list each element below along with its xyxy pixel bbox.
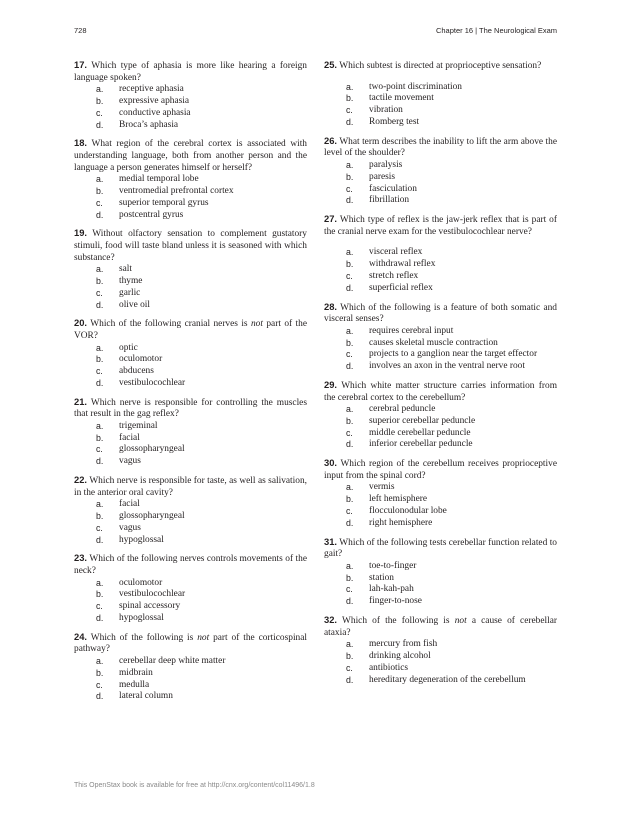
option: d. hereditary degeneration of the cerebellum <box>346 674 526 685</box>
question-20: 20. Which of the following cranial nerves is not part of the VOR? a. optic b. oculomotor c. abducens d. vestibulocochlear <box>74 317 307 388</box>
option: c. stretch reflex <box>346 270 419 281</box>
option: a. two-point discrimination <box>346 81 462 92</box>
option: a. mercury from fish <box>346 639 438 650</box>
option: c. antibiotics <box>346 662 409 673</box>
option: d. vagus <box>96 456 141 467</box>
option: d. involves an axon in the ventral nerve root <box>346 361 525 372</box>
option: b. paresis <box>346 171 396 182</box>
option: b. withdrawal reflex <box>346 259 436 270</box>
option: b. drinking alcohol <box>346 651 431 662</box>
option: a. receptive aphasia <box>96 84 184 95</box>
option: d. lateral column <box>96 691 173 702</box>
option: c. spinal accessory <box>96 601 181 612</box>
option: c. glossopharyngeal <box>96 444 185 455</box>
option: d. finger-to-nose <box>346 596 422 607</box>
option: a. trigeminal <box>96 420 158 431</box>
footer-note: This OpenStax book is available for free at http://cnx.org/content/col11496/1.8 <box>74 782 315 789</box>
option: b. oculomotor <box>96 354 163 365</box>
option: d. inferior cerebellar peduncle <box>346 439 473 450</box>
option: c. vibration <box>346 105 403 116</box>
option: b. station <box>346 572 394 583</box>
option: b. thyme <box>96 275 143 286</box>
option: b. expressive aphasia <box>96 95 190 106</box>
option: b. left hemisphere <box>346 494 428 505</box>
question-30: 30. Which region of the cerebellum receives proprioceptive input from the spinal cord? a. vermis b. left hemisphere c. flocculonodular lobe d. right hemisphere <box>324 457 557 528</box>
question-29: 29. Which white matter structure carries information from the cerebral cortex to the cerebellum? a. cerebral peduncle b. superior cerebellar peduncle c. middle cerebellar peduncle d. inferior cerebellar peduncle <box>324 378 557 450</box>
option: b. causes skeletal muscle contraction <box>346 337 498 348</box>
option: c. vagus <box>96 522 141 533</box>
option: a. requires cerebral input <box>346 325 454 336</box>
option: c. superior temporal gyrus <box>96 197 209 208</box>
option: c. lah-kah-pah <box>346 584 414 595</box>
question-19: 19. Without olfactory sensation to complement gustatory stimuli, food will taste bland unless it is seasoned with which substance? a. salt b. thyme c. garlic d. olive oil <box>74 227 307 310</box>
question-24: 24. Which of the following is not part of the corticospinal pathway? a. cerebellar deep white matter b. midbrain c. medulla d. lateral column <box>74 630 308 702</box>
page-number: 728 <box>74 26 87 35</box>
option: b. glossopharyngeal <box>96 511 185 522</box>
question-17: 17. Which type of aphasia is more like hearing a foreign language spoken? a. receptive aphasia b. expressive aphasia c. conductive aphasia d. Broca’s aphasia <box>74 59 307 130</box>
option: c. abducens <box>96 366 154 377</box>
question-23: 23. Which of the following nerves controls movements of the neck? a. oculomotor b. vestibulocochlear c. spinal accessory d. hypoglossal <box>74 552 307 624</box>
question-18: 18. What region of the cerebral cortex is associated with understanding language, both from another person and the language a person generates himself or herself? a. medial temporal lobe b. ventromedial prefrontal cortex c. superior temporal gyrus d. postcentral gyrus <box>74 137 307 220</box>
option: c. medulla <box>96 679 150 690</box>
option: b. facial <box>96 432 140 443</box>
option: c. conductive aphasia <box>96 107 191 118</box>
question-26: 26. What term describes the inability to lift the arm above the level of the shoulder? a. paralysis b. paresis c. fasciculation d. fibrillation <box>324 134 557 206</box>
option: d. hypoglossal <box>96 613 164 624</box>
option: a. facial <box>96 499 140 510</box>
option: a. salt <box>96 264 133 275</box>
question-28: 28. Which of the following is a feature of both somatic and visceral senses? a. requires cerebral input b. causes skeletal muscle contraction c. projects to a ganglion near the target effector d. involves an axon in the ventral nerve root <box>324 300 557 372</box>
chapter-title: Chapter 16 | The Neurological Exam <box>435 26 557 35</box>
option: a. optic <box>96 342 138 353</box>
option: d. postcentral gyrus <box>96 209 184 220</box>
question-31: 31. Which of the following tests cerebellar function related to gait? a. toe-to-finger b. station c. lah-kah-pah d. finger-to-nose <box>324 535 557 607</box>
option: d. Romberg test <box>346 116 420 127</box>
option: a. medial temporal lobe <box>96 174 199 185</box>
option: d. olive oil <box>96 299 150 310</box>
option: b. ventromedial prefrontal cortex <box>96 185 234 196</box>
option: d. superficial reflex <box>346 282 433 293</box>
option: c. projects to a ganglion near the target effector <box>346 349 538 360</box>
option: d. hypoglossal <box>96 534 164 545</box>
option: a. oculomotor <box>96 577 163 588</box>
question-25: 25. Which subtest is directed at proprioceptive sensation? a. two-point discrimination b. tactile movement c. vibration d. Romberg test <box>324 59 557 129</box>
option: b. midbrain <box>96 667 153 678</box>
option: c. garlic <box>96 287 141 298</box>
question-21: 21. Which nerve is responsible for controlling the muscles that result in the gag reflex? a. trigeminal b. facial c. glossopharyngeal d. vagus <box>74 395 307 467</box>
option: b. tactile movement <box>346 93 434 104</box>
option: a. paralysis <box>346 159 403 170</box>
left-column <box>74 59 307 709</box>
option: a. cerebellar deep white matter <box>96 656 226 666</box>
option: a. toe-to-finger <box>346 560 417 571</box>
option: d. fibrillation <box>346 195 410 206</box>
option: a. vermis <box>346 482 395 493</box>
question-27: 27. Which type of reflex is the jaw-jerk reflex that is part of the cranial nerve exam for the vestibulocochlear nerve? a. visceral reflex b. withdrawal reflex c. stretch reflex d. superficial reflex <box>324 213 557 293</box>
option: d. Broca’s aphasia <box>96 119 179 130</box>
option: a. visceral reflex <box>346 247 423 258</box>
option: b. superior cerebellar peduncle <box>346 415 476 426</box>
option: c. fasciculation <box>346 183 417 194</box>
right-column <box>324 59 557 692</box>
question-32: 32. Which of the following is not a cause of cerebellar ataxia? a. mercury from fish b. drinking alcohol c. antibiotics d. hereditary degeneration of the cerebellum <box>324 614 557 685</box>
option: c. middle cerebellar peduncle <box>346 427 471 438</box>
option: b. vestibulocochlear <box>96 589 186 600</box>
question-22: 22. Which nerve is responsible for taste, as well as salivation, in the anterior oral cavity? a. facial b. glossopharyngeal c. vagus d. hypoglossal <box>74 474 307 545</box>
option: d. right hemisphere <box>346 517 433 528</box>
option: d. vestibulocochlear <box>96 377 186 388</box>
option: a. cerebral peduncle <box>346 404 436 415</box>
option: c. flocculonodular lobe <box>346 506 447 517</box>
